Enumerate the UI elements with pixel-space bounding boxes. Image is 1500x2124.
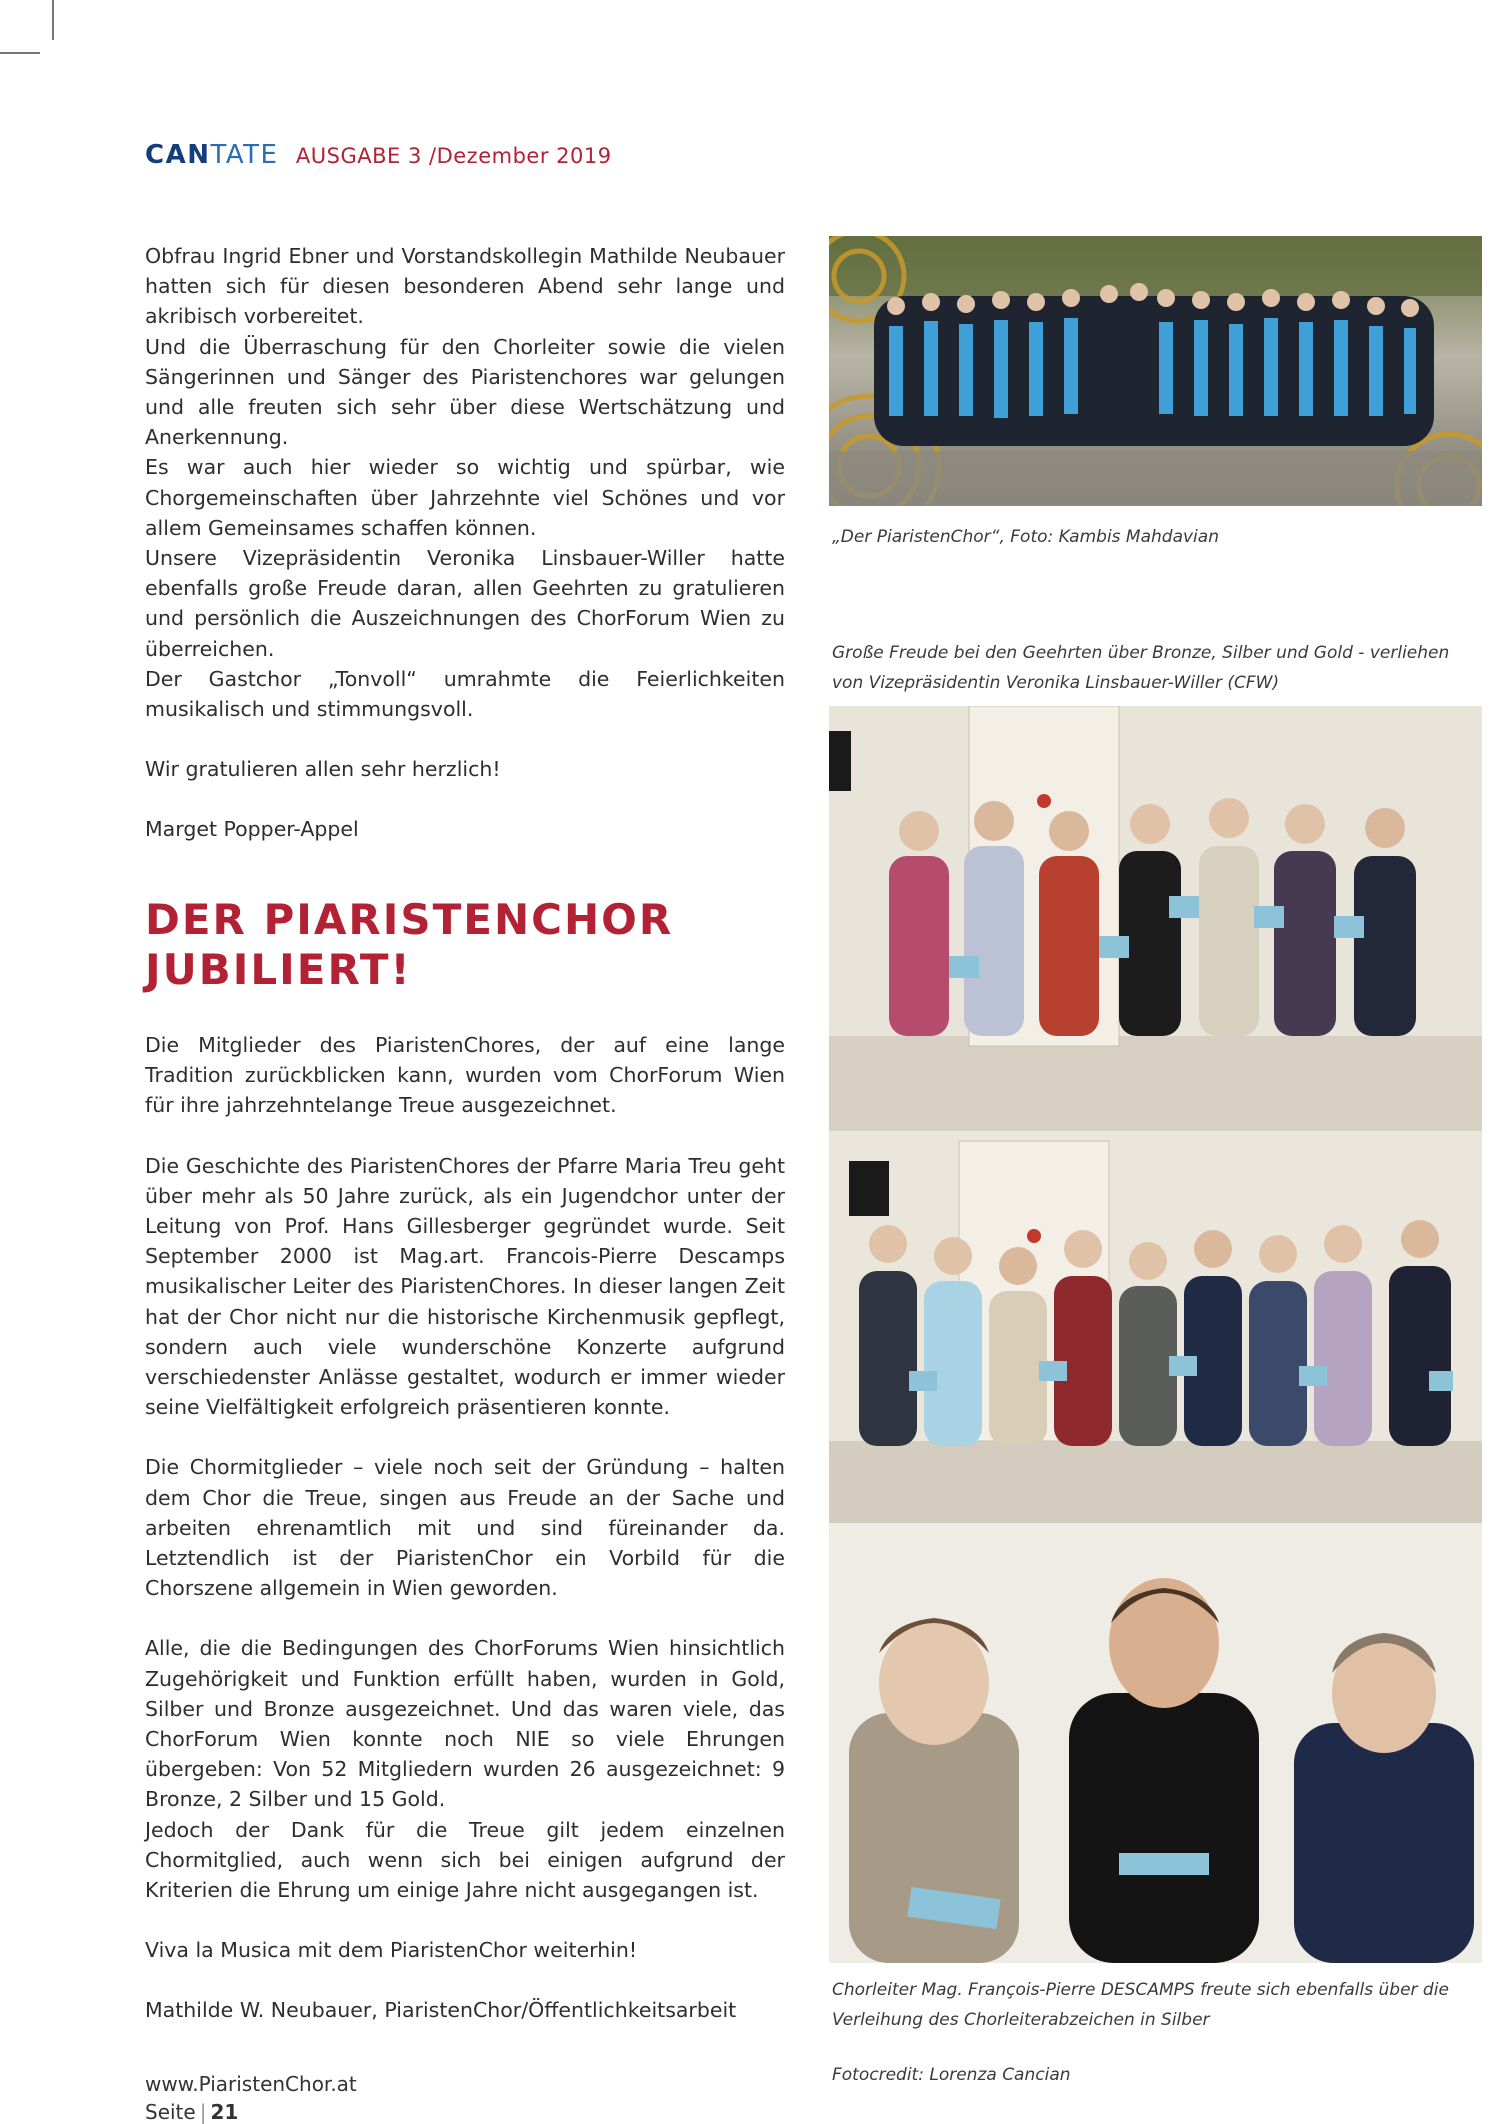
magazine-brand: CANTATE: [145, 140, 279, 170]
honorees-caption: Große Freude bei den Geehrten über Bronze, Silber und Gold - verliehen von Vizepräsidentin Veronika Linsbauer-Willer (CFW): [832, 643, 1450, 693]
article-2-paragraph: Die Mitglieder des PiaristenChores, der auf eine lange Tradition zurückblicken kann, wurden vom ChorForum Wien für ihre jahrzehntelange Treue ausgezeichnet.: [145, 1033, 785, 1118]
conductor-photo: [829, 1523, 1482, 1963]
article-2-closing: Viva la Musica mit dem PiaristenChor weiterhin!: [145, 1938, 638, 1963]
article-1-author: Marget Popper-Appel: [145, 817, 359, 842]
article-1-closing: Wir gratulieren allen sehr herzlich!: [145, 757, 501, 782]
website-link[interactable]: www.PiaristenChor.at: [145, 2072, 357, 2096]
article-2-headline: DER PIARISTENCHOR JUBILIERT!: [145, 895, 674, 994]
magazine-header: [145, 140, 612, 170]
crop-mark-horizontal: [0, 52, 40, 54]
article-1-paragraph: Obfrau Ingrid Ebner und Vorstandskollegin Mathilde Neubauer hatten sich für diesen besonderen Abend sehr lange und akribisch vorbereitet.: [145, 244, 785, 329]
article-2-author: Mathilde W. Neubauer, PiaristenChor/Öffentlichkeitsarbeit: [145, 1998, 737, 2023]
article-1-paragraph: Es war auch hier wieder so wichtig und spürbar, wie Chorgemeinschaften über Jahrzehnte viel Schönes und vor allem Gemeinsames schaffen können.: [145, 455, 785, 540]
honorees-photo-1: [829, 706, 1482, 1131]
article-2-paragraph: Die Chormitglieder – viele noch seit der Gründung – halten dem Chor die Treue, singen aus Freude an der Sache und arbeiten ehrenamtlich mit und sind füreinander da. Letztendlich ist der PiaristenChor ein Vorbild für die Chorszene allgemein in Wien geworden.: [145, 1455, 785, 1601]
article-2-paragraph: Jedoch der Dank für die Treue gilt jedem einzelnen Chormitglied, auch wenn sich bei einigen aufgrund der Kriterien die Ehrung um einige Jahre nicht ausgegangen ist.: [145, 1817, 785, 1903]
article-1: [145, 241, 785, 845]
article-2-paragraph: Alle, die die Bedingungen des ChorForums Wien hinsichtlich Zugehörigkeit und Funktion erfüllt haben, wurden in Gold, Silber und Bronze ausgezeichnet. Und das waren viele, das ChorForum Wien konnte noch NIE so viele Ehrungen übergeben: Von 52 Mitgliedern wurden 26 ausgezeichnet: 9 Bronze, 2 Silber und 15 Gold.: [145, 1636, 785, 1812]
issue-label: AUSGABE 3 /Dezember 2019: [295, 144, 612, 168]
honorees-photo-2: [829, 1131, 1482, 1523]
article-1-paragraph: Der Gastchor „Tonvoll“ umrahmte die Feierlichkeiten musikalisch und stimmungsvoll.: [145, 666, 785, 722]
article-2-paragraph: Die Geschichte des PiaristenChores der Pfarre Maria Treu geht über mehr als 50 Jahre zurück, als ein Jugendchor unter der Leitung von Prof. Hans Gillesberger gegründet wurde. Seit September 2000 ist Mag.art. Francois-Pierre Descamps musikalischer Leiter des PiaristenChores. In dieser langen Zeit hat der Chor nicht nur die historische Kirchenmusik gepflegt, sondern auch viele wunderschöne Konzerte aufgrund verschiedenster Anlässe gestaltet, wodurch er immer wieder seine Vielfältigkeit erfolgreich präsentieren konnte.: [145, 1153, 785, 1420]
page-number: Seite | 21: [145, 2100, 239, 2124]
article-1-paragraph: Unsere Vizepräsidentin Veronika Linsbauer-Willer hatte ebenfalls große Freude daran, allen Geehrten zu gratulieren und persönlich die Auszeichnungen des ChorForum Wien zu überreichen.: [145, 546, 785, 661]
article-1-paragraph: Und die Überraschung für den Chorleiter sowie die vielen Sängerinnen und Sänger des Piaristenchores war gelungen und alle freuten sich sehr über diese Wertschätzung und Anerkennung.: [145, 334, 785, 450]
crop-mark-vertical: [52, 0, 54, 40]
article-2: [145, 1030, 785, 2026]
choir-group-photo: [829, 236, 1482, 506]
photo-credit: Fotocredit: Lorenza Cancian: [832, 2065, 1071, 2085]
conductor-caption: Chorleiter Mag. François-Pierre DESCAMPS freute sich ebenfalls über die Verleihung des Chorleiterabzeichen in Silber: [832, 1980, 1449, 2030]
choir-photo-caption: „Der PiaristenChor“, Foto: Kambis Mahdavian: [832, 527, 1219, 547]
